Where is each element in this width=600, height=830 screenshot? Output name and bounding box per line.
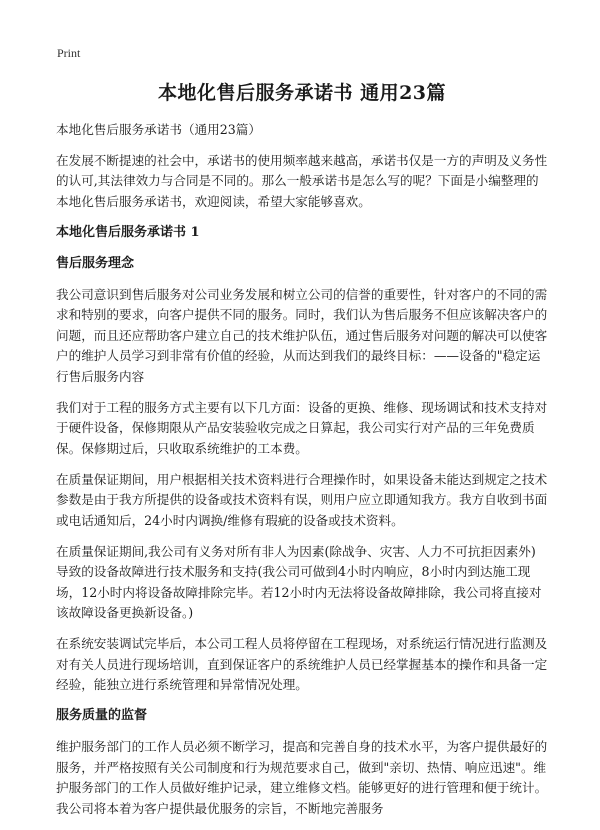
- body-paragraph: 我们对于工程的服务方式主要有以下几方面：设备的更换、维修、现场调试和技术支持对于硬件设备，保修期限从产品安装验收完成之日算起，我公司实行对产品的三年免费质保。保修期过后，只收取系统维护的工本费。: [56, 399, 548, 456]
- body-paragraph: 在质量保证期间，用户根据相关技术资料进行合理操作时，如果设备未能达到规定之技术参数是由于我方所提供的设备或技术资料有误，则用户应立即通知我方。我方自收到书面或电话通知后，24小时内调换/维修有瑕疵的设备或技术资料。: [56, 471, 548, 528]
- section-heading: 本地化售后服务承诺书 1: [56, 224, 200, 240]
- print-link[interactable]: Print: [57, 46, 81, 60]
- document-title: 本地化售后服务承诺书 通用23篇: [157, 82, 447, 104]
- document-body: [56, 120, 548, 830]
- body-paragraph: 在质量保证期间,我公司有义务对所有非人为因素(除战争、灾害、人力不可抗拒因素外)导致的设备故障进行技术服务和支持(我公司可做到4小时内响应，8小时内到达施工现场，12小时内将设备故障排除完毕。若12小时内无法将设备故障排除，我公司将直接对该故障设备更换新设备。): [56, 543, 542, 620]
- document-subtitle: 本地化售后服务承诺书（通用23篇）: [56, 122, 261, 137]
- service-quality-heading: 服务质量的监督: [56, 708, 148, 723]
- service-concept-heading: 售后服务理念: [56, 255, 135, 271]
- body-paragraph: 我公司意识到售后服务对公司业务发展和树立公司的信誉的重要性，针对客户的不同的需求和特别的要求，向客户提供不同的服务。同时，我们认为售后服务不但应该解决客户的问题，而且还应帮助客户建立自己的技术维护队伍，通过售后服务对问题的解决可以使客户的维护人员学习到非常有价值的经验，从而达到我们的最终目标：——设备的"稳定运行售后服务内容: [56, 286, 548, 384]
- body-paragraph: 在系统安装调试完毕后，本公司工程人员将停留在工程现场，对系统运行情况进行监测及对有关人员进行现场培训，直到保证客户的系统维护人员已经掌握基本的操作和具备一定经验，能独立进行系统管理和异常情况处理。: [56, 636, 548, 692]
- body-paragraph: 维护服务部门的工作人员必须不断学习，提高和完善自身的技术水平，为客户提供最好的服务，并严格按照有关公司制度和行为规范要求自己，做到"亲切、热情、响应迅速"。维护服务部门的工作人员做好维护记录，建立维修文档。能够更好的进行管理和便于统计。我公司将本着为客户提供最优服务的宗旨，不断地完善服务: [56, 739, 548, 816]
- intro-paragraph: 在发展不断提速的社会中，承诺书的使用频率越来越高，承诺书仅是一方的声明及义务性的认可,其法律效力与合同是不同的。那么一般承诺书是怎么写的呢？下面是小编整理的本地化售后服务承诺书，欢迎阅读，希望大家能够喜欢。: [56, 152, 548, 209]
